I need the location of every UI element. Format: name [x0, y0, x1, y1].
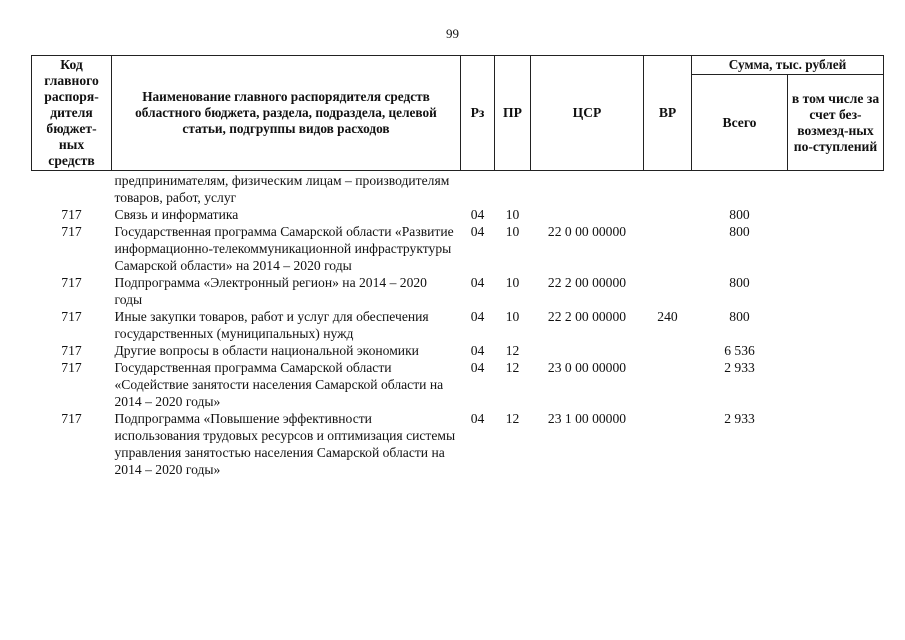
cell-total: 800: [729, 224, 750, 239]
cell-vr: [644, 342, 692, 359]
cell-name: Иные закупки товаров, работ и услуг для обеспечения государственных (муниципальных) нужд: [114, 309, 429, 341]
header-total: Всего: [692, 75, 788, 171]
cell-code: 717: [61, 275, 82, 290]
header-csr: ЦСР: [531, 56, 644, 171]
page-number: 99: [446, 26, 459, 41]
table-body: [32, 171, 884, 479]
header-name: Наименование главного распорядителя средств областного бюджета, раздела, подраздела, целевой статьи, подгруппы видов расходов: [112, 56, 461, 171]
cell-csr: [531, 342, 644, 359]
cell-pr: 10: [505, 207, 520, 222]
cell-rz: 04: [470, 309, 485, 324]
table-row: [32, 223, 884, 274]
cell-pr: 10: [505, 275, 520, 290]
cell-free: [788, 223, 884, 274]
cell-free: [788, 308, 884, 342]
budget-table: [31, 55, 884, 478]
cell-name: Государственная программа Самарской области «Развитие информационно-телекоммуникационной инфраструктуры Самарской области» на 2014 – 2020 годы: [114, 224, 454, 273]
cell-code: 717: [61, 343, 82, 358]
cell-free: [788, 410, 884, 478]
cell-name: предпринимателям, физическим лицам – производителям товаров, работ, услуг: [114, 173, 450, 205]
cell-total: [692, 171, 788, 207]
cell-name: Связь и информатика: [114, 207, 239, 222]
cell-total: 800: [729, 207, 750, 222]
cell-free: [788, 206, 884, 223]
cell-rz: 04: [470, 224, 485, 239]
cell-code: 717: [61, 360, 82, 375]
cell-pr: 10: [505, 309, 520, 324]
cell-vr: [644, 171, 692, 207]
cell-name: Подпрограмма «Повышение эффективности использования трудовых ресурсов и оптимизация системы управления занятостью населения Самарской области на 2014 – 2020 годы»: [114, 411, 456, 477]
cell-pr: [495, 171, 531, 207]
cell-total: 2 933: [724, 411, 755, 426]
cell-csr: [531, 171, 644, 207]
cell-free: [788, 274, 884, 308]
cell-code: 717: [61, 411, 82, 426]
cell-vr: [644, 410, 692, 478]
cell-rz: 04: [470, 360, 485, 375]
table-row: [32, 274, 884, 308]
table-row: [32, 308, 884, 342]
cell-code: 717: [61, 224, 82, 239]
cell-free: [788, 171, 884, 207]
cell-csr: [531, 206, 644, 223]
cell-name: Государственная программа Самарской области «Содействие занятости населения Самарской области на 2014 – 2020 годы»: [114, 360, 444, 409]
cell-vr: [644, 206, 692, 223]
header-code: Код главного распоря-дителя бюджет-ных средств: [32, 56, 112, 171]
cell-rz: 04: [470, 207, 485, 222]
cell-rz: 04: [470, 343, 485, 358]
cell-name: Другие вопросы в области национальной экономики: [114, 343, 419, 358]
cell-rz: 04: [470, 411, 485, 426]
cell-vr: [644, 223, 692, 274]
cell-total: 800: [729, 275, 750, 290]
header-sum: Сумма, тыс. рублей: [692, 56, 884, 75]
table-row: [32, 359, 884, 410]
cell-pr: 12: [505, 360, 520, 375]
table-row: [32, 342, 884, 359]
cell-csr: 22 0 00 00000: [547, 224, 627, 239]
cell-free: [788, 342, 884, 359]
cell-code: 717: [61, 309, 82, 324]
cell-code: [32, 171, 112, 207]
cell-vr: 240: [657, 309, 678, 324]
cell-csr: 22 2 00 00000: [547, 275, 627, 290]
cell-free: [788, 359, 884, 410]
cell-code: 717: [61, 207, 82, 222]
cell-pr: 10: [505, 224, 520, 239]
table-row: [32, 206, 884, 223]
cell-vr: [644, 274, 692, 308]
cell-pr: 12: [505, 411, 520, 426]
cell-vr: [644, 359, 692, 410]
cell-rz: 04: [470, 275, 485, 290]
cell-csr: 22 2 00 00000: [547, 309, 627, 324]
cell-pr: 12: [505, 343, 520, 358]
cell-name: Подпрограмма «Электронный регион» на 2014 – 2020 годы: [114, 275, 427, 307]
header-vr: ВР: [644, 56, 692, 171]
cell-csr: 23 0 00 00000: [547, 360, 627, 375]
cell-csr: 23 1 00 00000: [547, 411, 627, 426]
table-row: [32, 171, 884, 207]
cell-total: 6 536: [724, 343, 755, 358]
header-free: в том числе за счет без-возмезд-ных по-ступлений: [788, 75, 884, 171]
header-rz: Рз: [461, 56, 495, 171]
cell-rz: [461, 171, 495, 207]
table-row: [32, 410, 884, 478]
cell-total: 800: [729, 309, 750, 324]
header-pr: ПР: [495, 56, 531, 171]
cell-total: 2 933: [724, 360, 755, 375]
